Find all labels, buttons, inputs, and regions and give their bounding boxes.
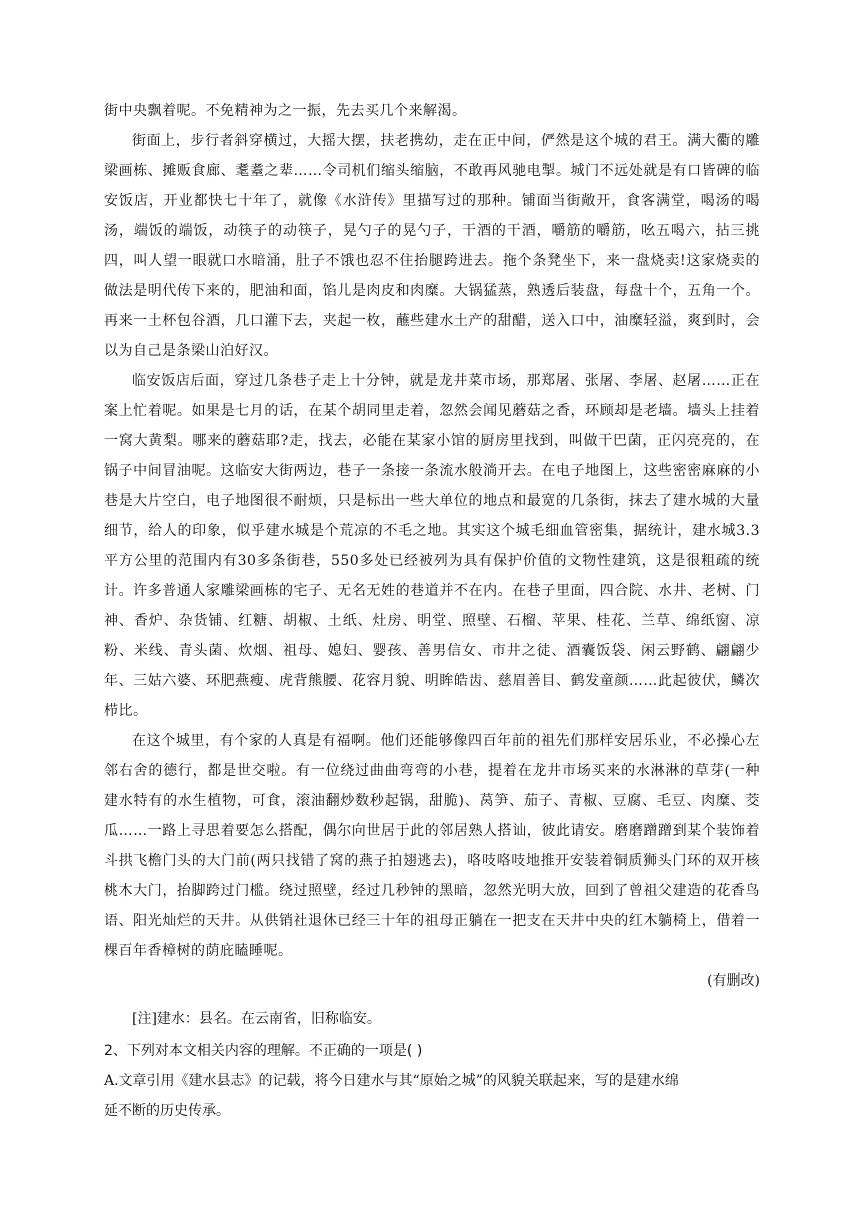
paragraph-3: 临安饭店后面，穿过几条巷子走上十分钟，就是龙井菜市场，那郑屠、张屠、李屠、赵屠……正在案上忙着呢。如果是七月的话，在某个胡同里走着，忽然会闻见蘑菇之香，环顾却是老墙。墙头上挂着一窝大黄梨。哪来的蘑菇耶?走，找去，必能在某家小馆的厨房里找到，叫做干巴菌，正闪亮亮的，在锅子中间冒油呢。这临安大街两边，巷子一条接一条流水般淌开去。在电子地图上，这些密密麻麻的小巷是大片空白，电子地图很不耐烦，只是标出一些大单位的地点和最宽的几条街，抹去了建水城的大量细节，给人的印象，似乎建水城是个荒凉的不毛之地。其实这个城毛细血管密集，据统计，建水城3.3平方公里的范围内有30多条街巷，550多处已经被列为具有保护价值的文物性建筑，这是很粗疏的统计。许多普通人家雕梁画栋的宅子、无名无姓的巷道并不在内。在巷子里面，四合院、水井、老树、门神、香炉、杂货铺、红糖、胡椒、土纸、灶房、明堂、照壁、石榴、苹果、桂花、兰草、绵纸窗、凉粉、米线、青头菌、炊烟、祖母、媳妇、婴孩、善男信女、市井之徒、酒囊饭袋、闲云野鹤、翩翩少年、三姑六婆、环肥燕瘦、虎背熊腰、花容月貌、明眸皓齿、慈眉善目、鹤发童颜……此起彼伏，鳞次栉比。	[104, 373, 760, 719]
paragraph-2: 街面上，步行者斜穿横过，大摇大摆，扶老携幼，走在正中间，俨然是这个城的君王。满大衢的雕梁画栋、摊贩食廊、耄耋之辈……令司机们缩头缩脑，不敢再风驰电掣。城门不远处就是有口皆碑的临安饭店，开业都快七十年了，就像《水浒传》里描写过的那种。铺面当街敞开，食客满堂，喝汤的喝汤，端饭的端饭，动筷子的动筷子，晃勺子的晃勺子，干酒的干酒，嚼筋的嚼筋，吆五喝六，拈三挑四，叫人望一眼就口水暗涌，肚子不饿也忍不住抬腿跨进去。拖个条凳坐下，来一盘烧卖!这家烧卖的做法是明代传下来的，肥油和面，馅儿是肉皮和肉糜。大锅猛蒸，熟透后装盘，每盘十个，五角一个。再来一土杯包谷酒，几口灌下去，夹起一枚，蘸些建水土产的甜醋，送入口中，油糜轻溢，爽到时，会以为自己是条梁山泊好汉。	[104, 133, 760, 359]
annotation-note: [注]建水：县名。在云南省，旧称临安。	[132, 1011, 381, 1027]
source-note: (有删改)	[707, 973, 760, 989]
paragraph-4: 在这个城里，有个家的人真是有福啊。他们还能够像四百年前的祖先们那样安居乐业，不必操心左邻右舍的德行，都是世交啦。有一位绕过曲曲弯弯的小巷，提着在龙井市场买来的水淋淋的草芽(一种建水特有的水生植物，可食，滚油翻炒数秒起锅，甜脆)、莴笋、茄子、青椒、豆腐、毛豆、肉糜、茭瓜……一路上寻思着要怎么搭配，偶尔向世居于此的邻居熟人搭讪，彼此请安。磨磨蹭蹭到某个装饰着斗拱飞檐门头的大门前(两只找错了窝的燕子拍翅逃去)，咯吱咯吱地推开安装着铜质狮头门环的双开核桃木大门，抬脚跨过门槛。绕过照壁，经过几秒钟的黑暗，忽然光明大放，回到了曾祖父建造的花香鸟语、阳光灿烂的天井。从供销社退休已经三十年的祖母正躺在一把支在天井中央的红木躺椅上，借着一棵百年香樟树的荫庇瞌睡呢。	[104, 733, 760, 959]
question-stem: 2、下列对本文相关内容的理解。不正确的一项是( )	[104, 1043, 423, 1059]
paragraph-1: 街中央飘着呢。不免精神为之一振，先去买几个来解渴。	[104, 103, 467, 119]
option-a: A.文章引用《建水县志》的记载，将今日建水与其“原始之城”的风貌关联起来，写的是建水绵延不断的历史传承。	[104, 1073, 679, 1119]
